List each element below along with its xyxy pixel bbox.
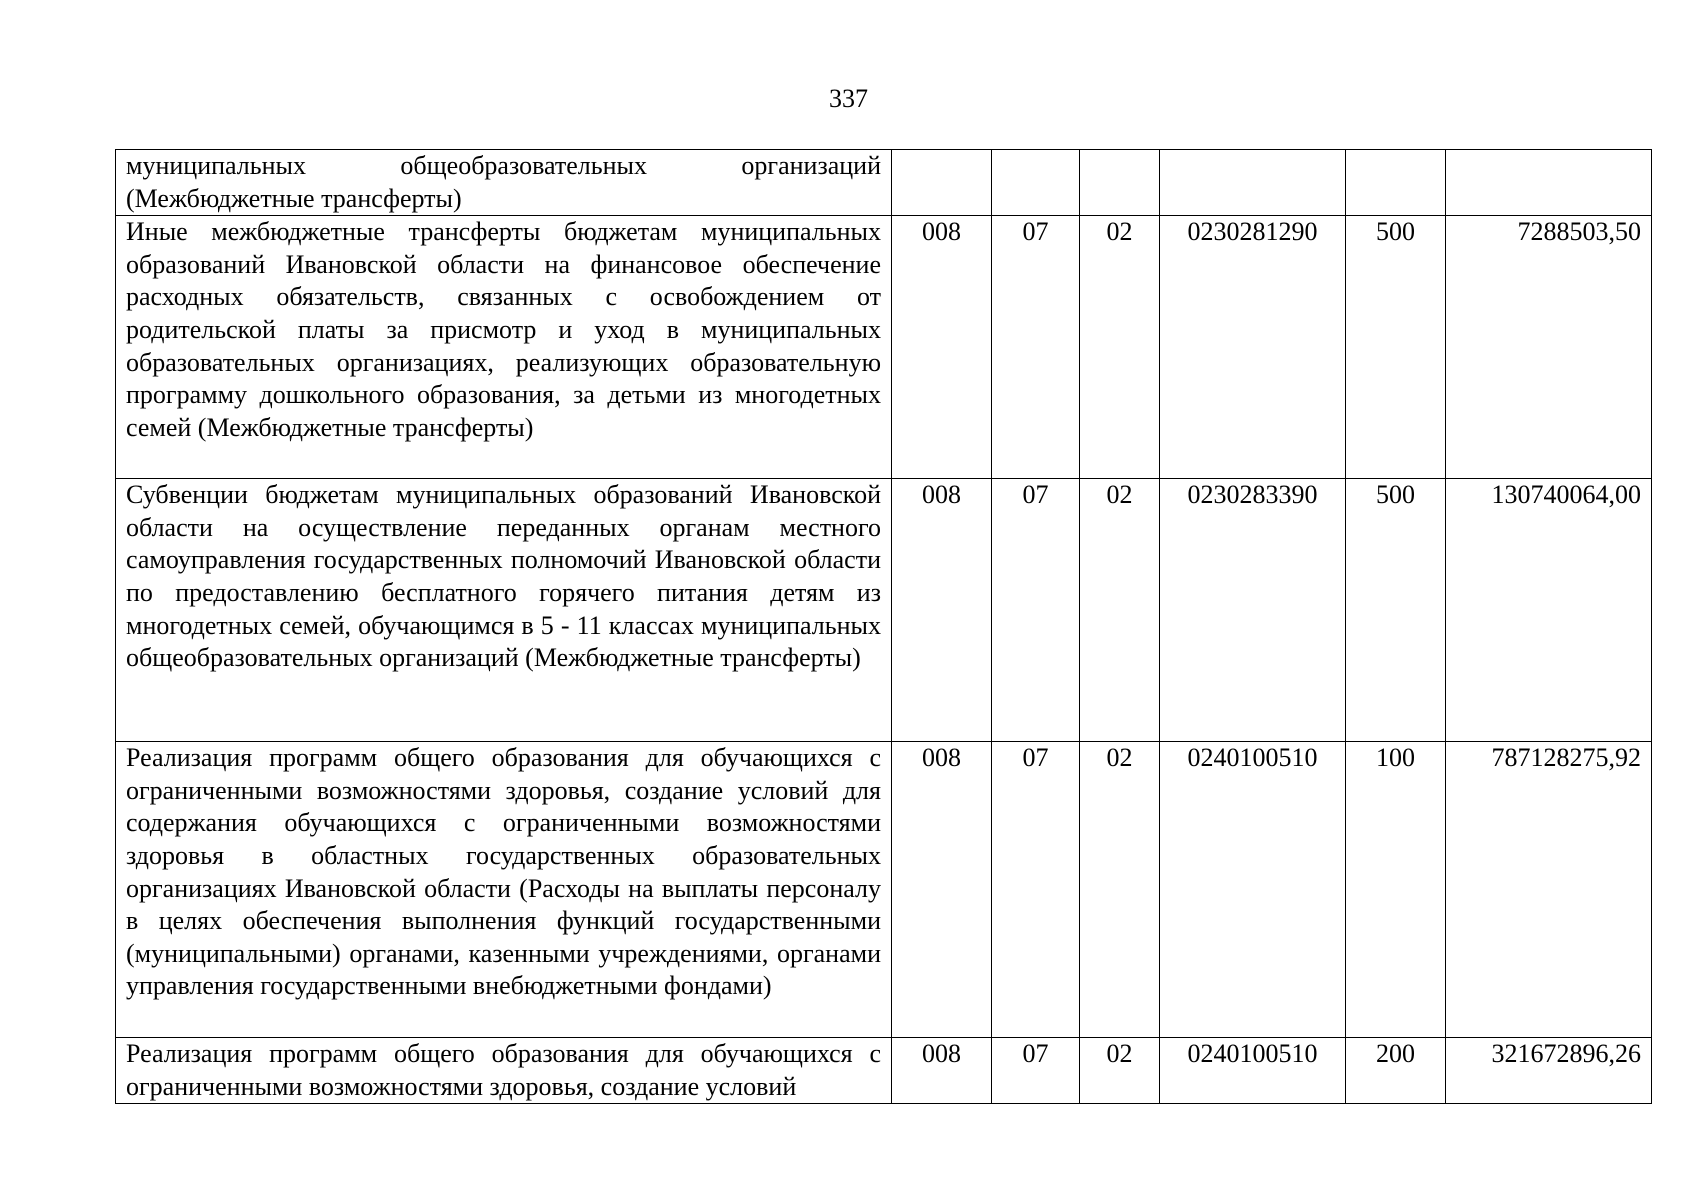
table-row: [116, 150, 1652, 216]
expense-type-code: 500: [1346, 479, 1446, 742]
amount: 321672896,26: [1446, 1038, 1652, 1104]
section-code: 07: [992, 216, 1080, 479]
ministry-code: 008: [892, 479, 992, 742]
ministry-code: [892, 150, 992, 216]
section-code: [992, 150, 1080, 216]
target-article-code: 0240100510: [1160, 742, 1346, 1038]
subsection-code: 02: [1080, 1038, 1160, 1104]
amount: 7288503,50: [1446, 216, 1652, 479]
table-row: [116, 479, 1652, 742]
amount: 787128275,92: [1446, 742, 1652, 1038]
subsection-code: 02: [1080, 742, 1160, 1038]
section-code: 07: [992, 479, 1080, 742]
target-article-code: 0240100510: [1160, 1038, 1346, 1104]
amount: [1446, 150, 1652, 216]
subsection-code: [1080, 150, 1160, 216]
table-row: [116, 742, 1652, 1038]
expense-type-code: [1346, 150, 1446, 216]
amount: 130740064,00: [1446, 479, 1652, 742]
ministry-code: 008: [892, 742, 992, 1038]
target-article-code: [1160, 150, 1346, 216]
row-description: Субвенции бюджетам муниципальных образований Ивановской области на осуществление переданных органам местного самоуправления государственных полномочий Ивановской области по предоставлению бесплатного горячего питания детям из многодетных семей, обучающимся в 5 - 11 классах муниципальных общеобразовательных организаций (Межбюджетные трансферты): [116, 479, 892, 742]
expense-type-code: 500: [1346, 216, 1446, 479]
row-description: Реализация программ общего образования для обучающихся с ограниченными возможностями здоровья, создание условий для содержания обучающихся с ограниченными возможностями здоровья в областных государственных образовательных организациях Ивановской области (Расходы на выплаты персоналу в целях обеспечения выполнения функций государственными (муниципальными) органами, казенными учреждениями, органами управления государственными внебюджетными фондами): [116, 742, 892, 1038]
budget-table: [115, 149, 1652, 1104]
subsection-code: 02: [1080, 479, 1160, 742]
page-number: 337: [829, 84, 868, 113]
expense-type-code: 200: [1346, 1038, 1446, 1104]
section-code: 07: [992, 1038, 1080, 1104]
target-article-code: 0230283390: [1160, 479, 1346, 742]
expense-type-code: 100: [1346, 742, 1446, 1038]
table-row: [116, 216, 1652, 479]
table-row: [116, 1038, 1652, 1104]
section-code: 07: [992, 742, 1080, 1038]
row-description: Реализация программ общего образования для обучающихся с ограниченными возможностями здоровья, создание условий: [116, 1038, 892, 1104]
row-description: Иные межбюджетные трансферты бюджетам муниципальных образований Ивановской области на финансовое обеспечение расходных обязательств, связанных с освобождением от родительской платы за присмотр и уход в муниципальных образовательных организациях, реализующих образовательную программу дошкольного образования, за детьми из многодетных семей (Межбюджетные трансферты): [116, 216, 892, 479]
subsection-code: 02: [1080, 216, 1160, 479]
row-description: муниципальных общеобразовательных организаций (Межбюджетные трансферты): [116, 150, 892, 216]
target-article-code: 0230281290: [1160, 216, 1346, 479]
ministry-code: 008: [892, 216, 992, 479]
ministry-code: 008: [892, 1038, 992, 1104]
